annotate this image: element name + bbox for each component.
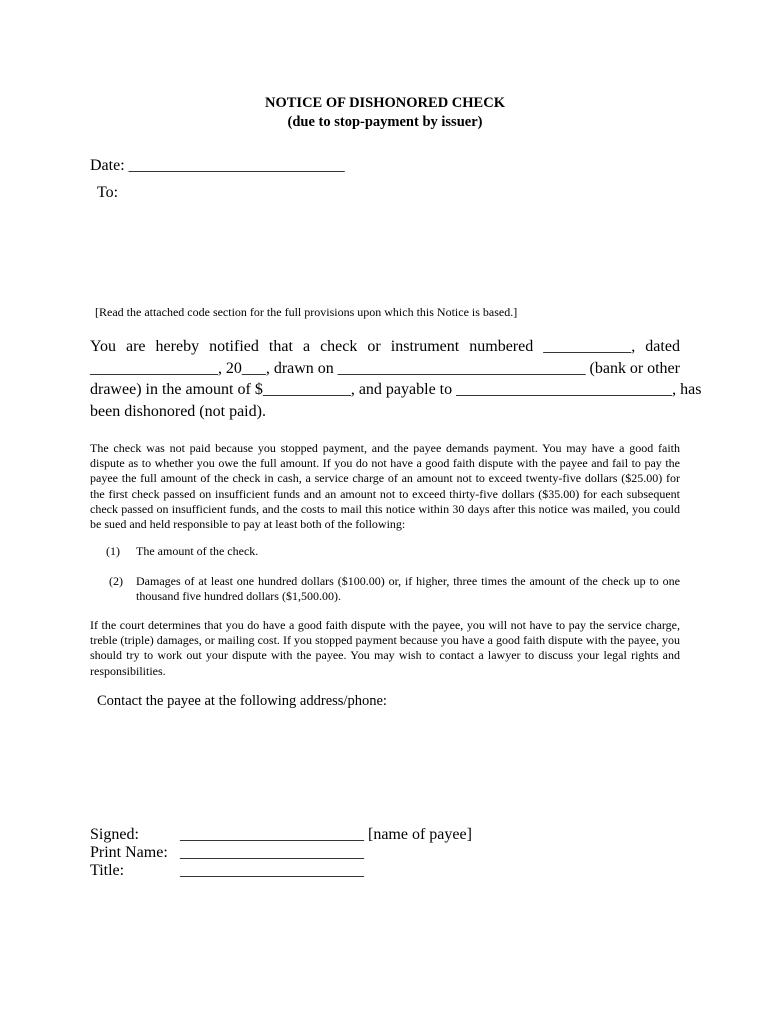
code-section-note: [Read the attached code section for the full provisions upon which this Notice is based.] — [95, 305, 518, 319]
signed-value: _______________________ [name of payee] — [180, 826, 472, 843]
notice-line-3: drawee) in the amount of $___________, and payable to ___________________________, has — [90, 381, 702, 398]
title-value: _______________________ — [180, 862, 364, 879]
title-row — [90, 862, 364, 880]
signed-label: Signed: — [90, 826, 139, 843]
list-item-text: The amount of the check. — [136, 544, 259, 558]
notice-word: on — [317, 360, 334, 377]
notice-word: check — [320, 338, 358, 355]
notice-word: notified — [209, 338, 259, 355]
notice-word: numbered — [469, 338, 534, 355]
notice-word: or — [629, 360, 644, 377]
good-faith-dispute-paragraph: If the court determines that you do have a good faith dispute with the payee, you will not have to pay the service charge, treble (triple) damages, or mailing cost. If you stopped payment because you have a good faith dispute with the payee, you should try to work out your dispute with the payee. You may wish to contact a lawyer to discuss your legal rights and responsibilities. — [90, 618, 680, 678]
document-title: NOTICE OF DISHONORED CHECK — [265, 95, 505, 111]
notice-word: 20___, — [225, 360, 270, 377]
print-name-row — [90, 844, 364, 862]
notice-word: (bank — [589, 360, 626, 377]
title-label: Title: — [90, 862, 125, 879]
notice-word: ___________, — [543, 338, 636, 355]
contact-payee-label: Contact the payee at the following address/phone: — [97, 693, 387, 709]
notice-line-2 — [90, 358, 680, 379]
notice-line-1 — [90, 336, 680, 357]
notice-word: _______________________________ — [337, 360, 586, 377]
to-field: To: — [97, 184, 119, 201]
date-field: Date: ___________________________ — [90, 157, 345, 174]
notice-word: other — [647, 360, 680, 377]
payment-demand-paragraph: The check was not paid because you stopped payment, and the payee demands payment. You may have a good faith dispute as to whether you owe the full amount. If you do not have a good faith dispute with the payee and fail to pay the payee the full amount of the check in cash, a service charge of an amount not to exceed twenty-five dollars ($25.00) for the first check passed on insufficient funds and an amount not to exceed thirty-five dollars ($35.00) for each subsequent check passed on insufficient funds, and the costs to mail this notice within 30 days after this notice was mailed, you could be sued and held responsible to pay at least both of the following: — [90, 441, 680, 532]
notice-word: that — [268, 338, 293, 355]
notice-word: a — [302, 338, 311, 355]
notice-word: are — [125, 338, 146, 355]
notice-word: or — [367, 338, 381, 355]
notice-word: hereby — [155, 338, 200, 355]
notice-word: drawn — [273, 360, 314, 377]
notice-word: You — [90, 338, 116, 355]
notice-line-4: been dishonored (not paid). — [90, 403, 266, 420]
list-item-number: (2) — [109, 574, 123, 588]
list-item-text: Damages of at least one hundred dollars ($100.00) or, if higher, three times the amount of the check up to one thousand five hundred dollars ($1,500.00). — [136, 574, 680, 604]
print-name-label: Print Name: — [90, 844, 168, 861]
list-item-number: (1) — [106, 544, 120, 558]
signature-row — [90, 826, 472, 844]
notice-word: dated — [645, 338, 680, 355]
notice-word: ________________, — [90, 360, 222, 377]
notice-word: instrument — [390, 338, 460, 355]
print-name-value: _______________________ — [180, 844, 364, 861]
document-subtitle: (due to stop-payment by issuer) — [287, 114, 483, 130]
